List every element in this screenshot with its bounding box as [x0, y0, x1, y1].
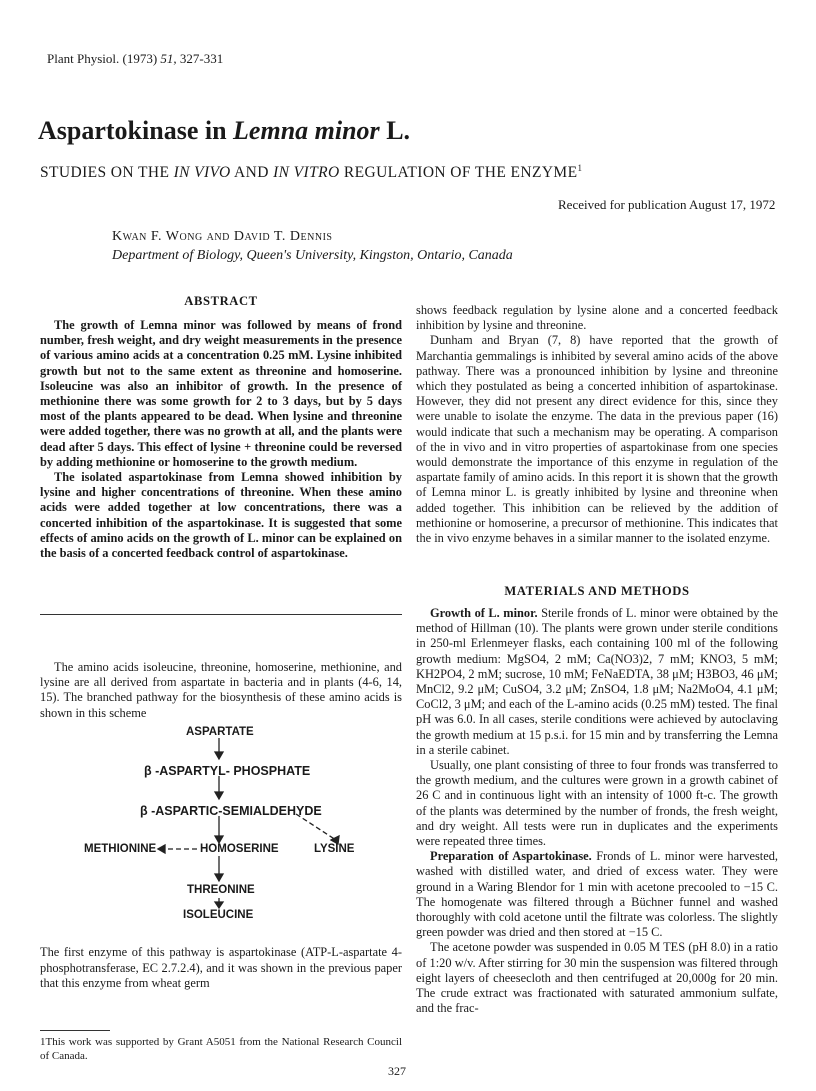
right-column-intro — [416, 303, 778, 546]
pathway-arrows — [40, 726, 402, 926]
intro-paragraph-1: The amino acids isoleucine, threonine, homoserine, methionine, and lysine are all derived from aspartate in bacteria and in plants (4-6, 14, 15). The branched pathway for the biosynthesis of these amino acids is shown in this scheme — [40, 660, 402, 720]
scheme-methionine: METHIONINE — [84, 843, 157, 855]
abstract-paragraph-2: The isolated aspartokinase from Lemna showed inhibition by lysine and higher concentrations of threonine. When these amino acids were added together at low concentrations, there was a concerted inhibition of the aspartokinase. It is suggested that some effects of amino acids on the growth of L. minor can be explained on the basis of a concerted feedback control of aspartokinase. — [40, 470, 402, 561]
abstract-paragraph-1: The growth of Lemna minor was followed by means of frond number, fresh weight, and dry weight measurements in the presence of various amino acids at a concentration 0.25 mM. Lysine inhibited growth but not to the same extent as threonine and homoserine. Isoleucine was also an inhibitor of growth. In the presence of methionine there was some growth for 2 to 3 days, but by 5 days most of the plants appeared to be dead. When lysine and threonine were added together, there was no growth at all, and the plants were dead after 5 days. This effect of lysine + threonine could be reversed by adding methionine or homoserine to the growth medium. — [40, 318, 402, 469]
methods-body — [416, 606, 778, 1016]
dunham-paragraph: Dunham and Bryan (7, 8) have reported that the growth of Marchantia gemmalings is inhibited by several amino acids of the above pathway. There was a pronounced inhibition by lysine and threonine which they postulated as being a concerted inhibition of aspartokinase. However, they did not present any direct evidence for this, since they were unable to isolate the enzyme. The data in the previous paper (16) would indicate that such a mechanism may be operating. A comparison of the in vivo and in vitro properties of aspartokinase from one species would demonstrate the importance of this enzyme in regulation of the aspartate family of amino acids. In this report it is shown that the growth of Lemna minor L. is greatly inhibited by lysine and threonine when added together. This inhibition can be relieved by the addition of methionine or homoserine, a precursor of methionine. This indicates that the in vivo enzyme behaves in a similar manner to the isolated enzyme. — [416, 333, 778, 546]
continued-paragraph: shows feedback regulation by lysine alone and a concerted feedback inhibition by lysine and threonine. — [416, 303, 778, 333]
scheme-aspartyl-phosphate: β -ASPARTYL- PHOSPHATE — [144, 764, 311, 778]
page-number: 327 — [388, 1064, 406, 1078]
growth-paragraph: Growth of L. minor. Sterile fronds of L. minor were obtained by the method of Hillman (10). The plants were grown under sterile conditions in 250-ml Erlenmeyer flasks, each containing 100 ml of the following growth medium: MgSO4, 2 mM; Ca(NO3)2, 7 mM; KNO3, 5 mM; KH2PO4, 2 mM; sucrose, 10 mM; FeNaEDTA, 38 μM; H3BO3, 46 μM; MnCl2, 9.2 μM; CuSO4, 3.2 μM; ZnSO4, 1.8 μM; Na2MoO4, 4.1 μM; CoCl2, 3 μM; and each of the L-amino acids (0.25 mM) tested. The final pH was 6.0. In all cases, sterile conditions were achieved by autoclaving the growth medium at 15 p.s.i. for 15 min and by transferring the Lemna in a sterile cabinet. — [416, 606, 778, 757]
footnote: 1This work was supported by Grant A5051 from the National Research Council of Canada. — [40, 1036, 402, 1062]
methods-heading: MATERIALS AND METHODS — [504, 584, 690, 598]
journal-citation — [47, 51, 223, 67]
paper-subtitle: STUDIES ON THE IN VIVO AND IN VITRO REGULATION OF THE ENZYME$^1$ — [40, 163, 583, 182]
growth-subheading: Growth of L. minor. — [430, 606, 538, 620]
authors: Kwan F. Wong and David T. Dennis — [112, 229, 333, 244]
scheme-homoserine: HOMOSERINE — [200, 843, 279, 855]
abstract-divider — [40, 614, 402, 615]
pathway-scheme — [40, 726, 402, 926]
abstract-heading: ABSTRACT — [184, 294, 258, 308]
scheme-threonine: THREONINE — [187, 884, 255, 896]
journal-volume: 51, — [160, 51, 177, 66]
scheme-isoleucine: ISOLEUCINE — [183, 909, 254, 921]
journal-name: Plant Physiol. — [47, 51, 120, 66]
journal-pages: 327-331 — [179, 51, 224, 66]
scheme-aspartate: ASPARTATE — [186, 726, 254, 738]
acetone-paragraph: The acetone powder was suspended in 0.05 M TES (pH 8.0) in a ratio of 1:20 w/v. After stirring for 30 min the suspension was filtered through eight layers of cheesecloth and then centrifuged at 20,000g for 20 min. The crude extract was fractionated with saturated ammonium sulfate, and the frac- — [416, 940, 778, 1016]
subtitle-footnote-mark: 1 — [577, 163, 583, 173]
usually-paragraph: Usually, one plant consisting of three to four fronds was transferred to the growth medium, and the cultures were grown in a growth cabinet of 26 C and in continuous light with an intensity of 1000 ft-c. The growth of the plants was determined by the number of fronds, the fresh weight, and dry weight. All tests were run in duplicates and the experiments were repeated three times. — [416, 758, 778, 849]
intro-paragraph-2: The first enzyme of this pathway is aspartokinase (ATP-L-aspartate 4-phosphotransferase, EC 2.7.2.4), and it was shown in the previous paper that this enzyme from wheat germ — [40, 945, 402, 990]
scheme-lysine: LYSINE — [314, 843, 355, 855]
journal-year: (1973) — [122, 51, 158, 66]
scheme-semialdehyde: β -ASPARTIC-SEMIALDEHYDE — [140, 804, 322, 818]
preparation-paragraph: Preparation of Aspartokinase. Fronds of L. minor were harvested, washed with distilled water, and dried of excess water. They were ground in a Waring Blendor for 1 min with acetone precooled to −15 C. The homogenate was filtered through a Büchner funnel and washed thoroughly with cold acetone until the filtrate was colorless. The slightly green powder was dried and then stored at −15 C. — [416, 849, 778, 940]
abstract-body — [40, 318, 402, 561]
affiliation: Department of Biology, Queen's University, Kingston, Ontario, Canada — [112, 248, 513, 263]
footnote-divider — [40, 1030, 110, 1031]
preparation-subheading: Preparation of Aspartokinase. — [430, 849, 592, 864]
title-species: Lemna minor — [233, 116, 380, 145]
received-date: Received for publication August 17, 1972 — [558, 197, 776, 212]
paper-title: Aspartokinase in Lemna minor L. — [38, 116, 411, 145]
